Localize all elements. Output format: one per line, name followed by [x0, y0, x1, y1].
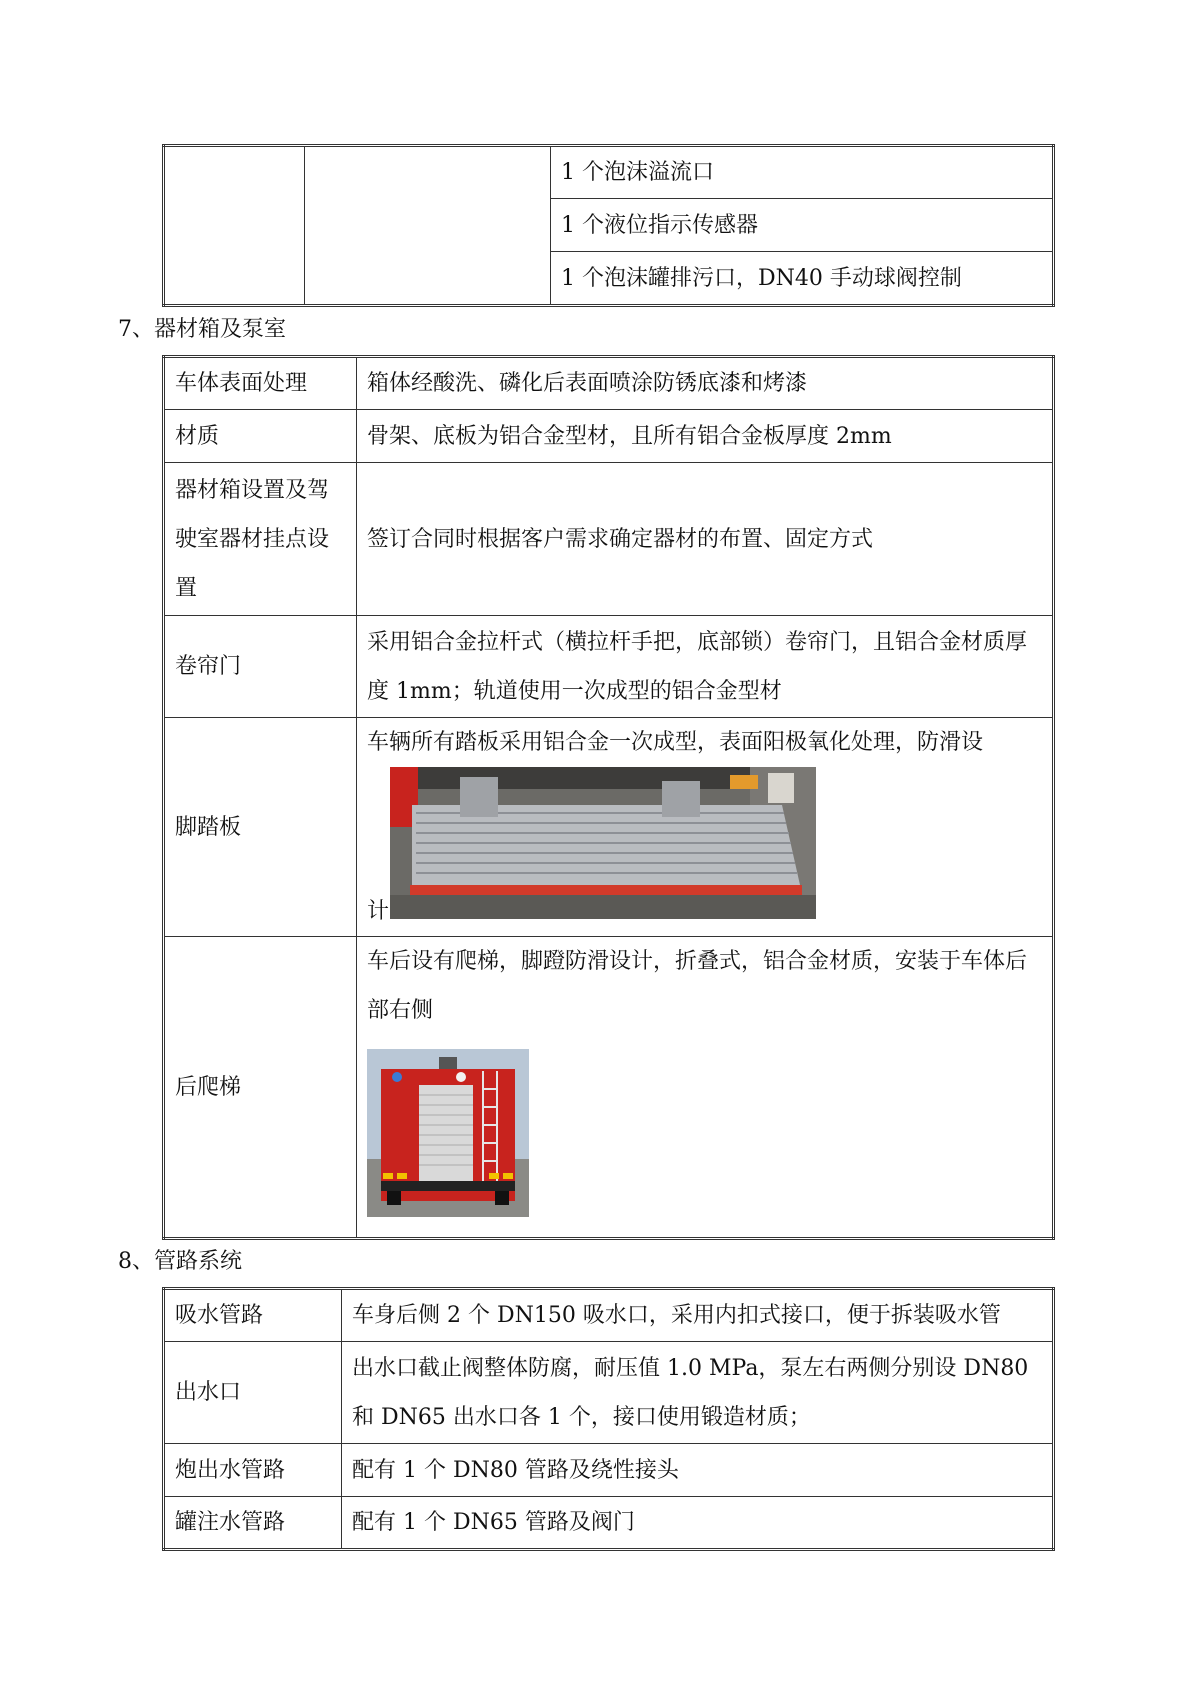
- row-value: 出水口截止阀整体防腐，耐压值 1.0 MPa，泵左右两侧分别设 DN80 和 DN65 出水口各 1 个，接口使用锻造材质；: [342, 1342, 1054, 1444]
- row-label: 后爬梯: [164, 937, 357, 1239]
- ladder-cell: [357, 937, 1054, 1239]
- ladder-photo: [367, 1049, 529, 1217]
- row-label: 吸水管路: [164, 1289, 342, 1342]
- row-value: 采用铝合金拉杆式（横拉杆手把，底部锁）卷帘门，且铝合金材质厚度 1mm；轨道使用一次成型的铝合金型材: [357, 616, 1054, 718]
- empty-sub-cell: [305, 146, 551, 306]
- row-label: 材质: [164, 410, 357, 463]
- section-heading: 8、管路系统: [118, 1249, 242, 1274]
- piping-system-table: [162, 1287, 1055, 1551]
- row-label: 车体表面处理: [164, 357, 357, 410]
- row-value: 配有 1 个 DN65 管路及阀门: [342, 1497, 1054, 1550]
- row-label: 罐注水管路: [164, 1497, 342, 1550]
- step-board-photo: [390, 767, 816, 919]
- empty-label-cell: [164, 146, 305, 306]
- row-label: 器材箱设置及驾驶室器材挂点设置: [164, 463, 357, 616]
- row-value: 骨架、底板为铝合金型材，且所有铝合金板厚度 2mm: [357, 410, 1054, 463]
- row-label: 脚踏板: [164, 718, 357, 937]
- foam-tank-table: [162, 144, 1055, 307]
- row-value: 车后设有爬梯，脚蹬防滑设计，折叠式，铝合金材质，安装于车体后部右侧: [367, 949, 1028, 1023]
- row-label: 出水口: [164, 1342, 342, 1444]
- step-board-cell: [357, 718, 1054, 937]
- row-value: 签订合同时根据客户需求确定器材的布置、固定方式: [357, 463, 1054, 616]
- row-value: 车辆所有踏板采用铝合金一次成型，表面阳极氧化处理，防滑设: [367, 730, 984, 755]
- table-cell: 1 个液位指示传感器: [551, 199, 1054, 252]
- row-value-tail: 计: [367, 899, 390, 924]
- row-label: 炮出水管路: [164, 1444, 342, 1497]
- table-cell: 1 个泡沫溢流口: [551, 146, 1054, 199]
- row-value: 车身后侧 2 个 DN150 吸水口，采用内扣式接口，便于拆装吸水管: [342, 1289, 1054, 1342]
- table-cell: 1 个泡沫罐排污口，DN40 手动球阀控制: [551, 252, 1054, 306]
- section-heading: 7、器材箱及泵室: [118, 317, 286, 342]
- row-value: 箱体经酸洗、磷化后表面喷涂防锈底漆和烤漆: [357, 357, 1054, 410]
- equipment-box-table: [162, 355, 1055, 1240]
- row-value: 配有 1 个 DN80 管路及绕性接头: [342, 1444, 1054, 1497]
- row-label: 卷帘门: [164, 616, 357, 718]
